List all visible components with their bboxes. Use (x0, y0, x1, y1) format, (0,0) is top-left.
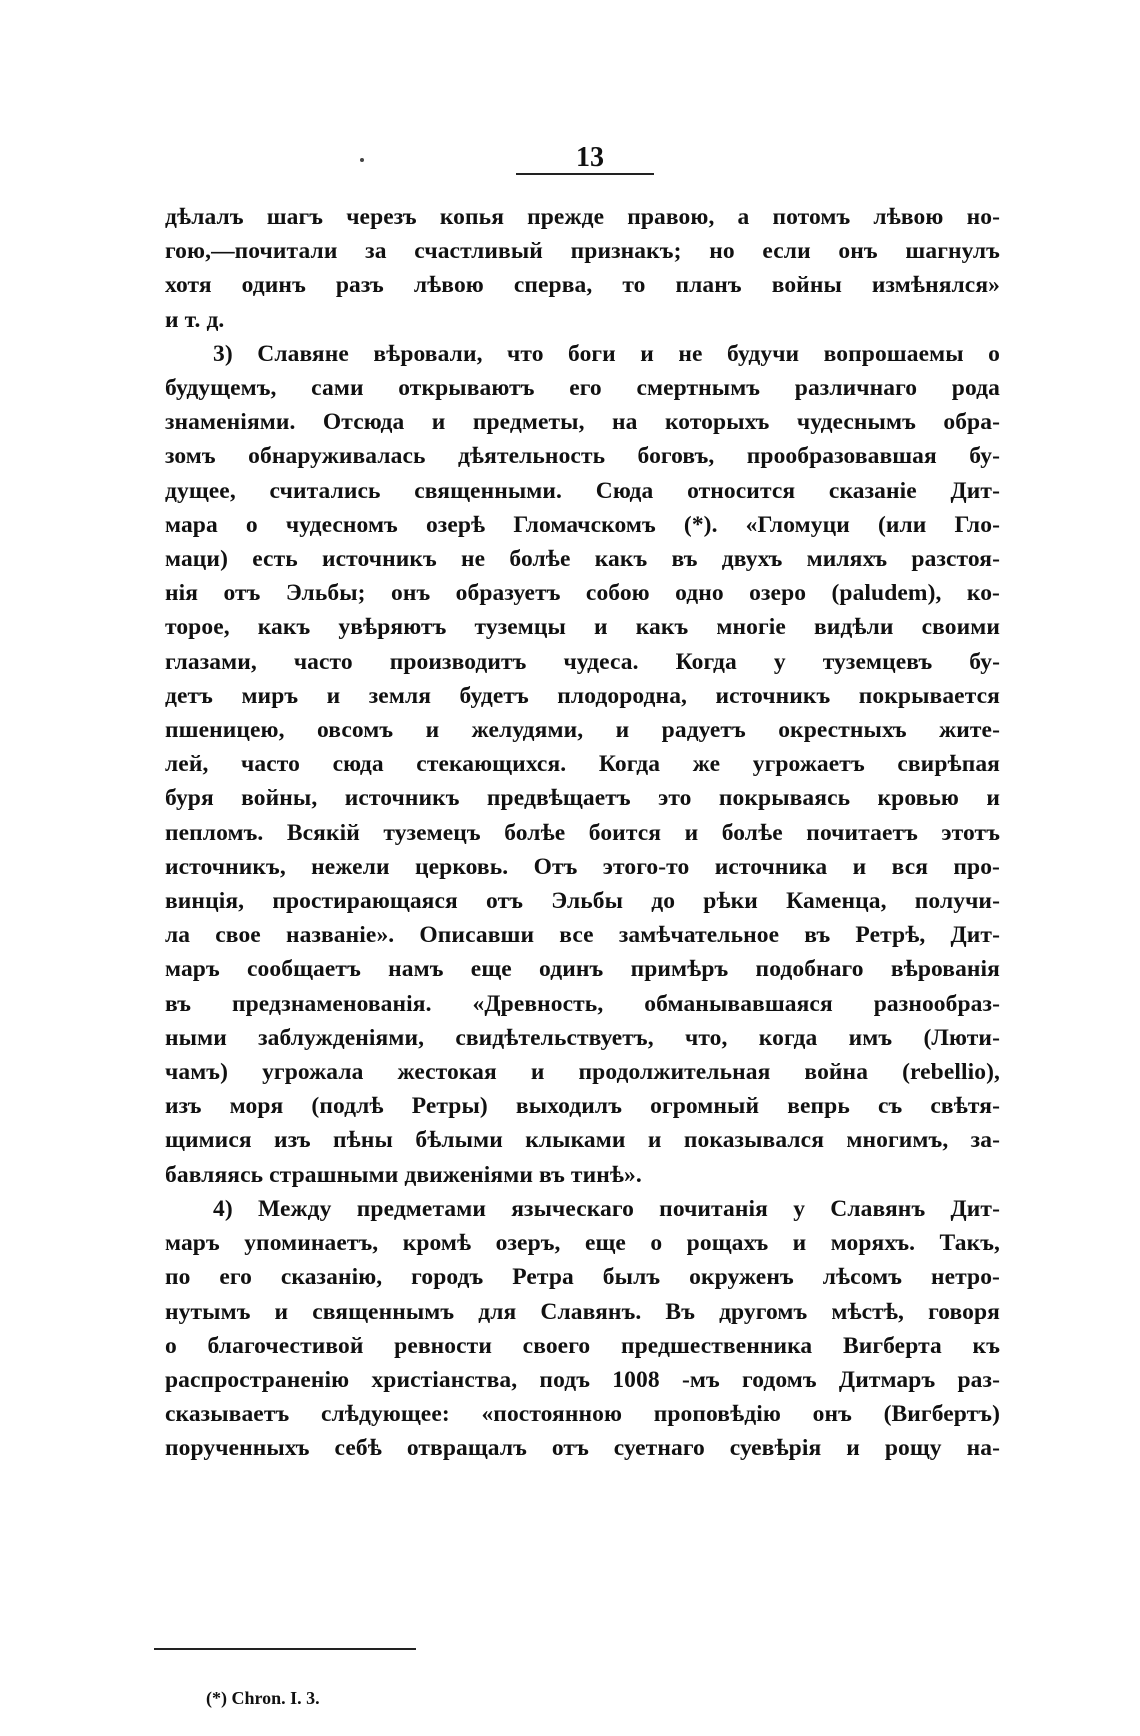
text-line: сказываетъ слѣдующее: «постоянною проповѣдію онъ (Вигбертъ) (165, 1401, 1000, 1428)
text-line: дущее, считались священными. Сюда относится сказаніе Дит- (165, 477, 1000, 504)
text-line: источникъ, нежели церковь. Отъ этого-то источника и вся про- (165, 853, 1000, 880)
text-line: ными заблужденіями, свидѣтельствуетъ, что, когда имъ (Люти- (165, 1024, 1000, 1051)
text-line: зомъ обнаруживалась дѣятельность боговъ, прообразовавшая бу- (165, 443, 1000, 470)
text-line: нутымъ и священнымъ для Славянъ. Въ другомъ мѣстѣ, говоря (165, 1298, 1000, 1325)
text-line: щимися изъ пѣны бѣлыми клыками и показывался многимъ, за- (165, 1127, 1000, 1154)
text-line: порученныхъ себѣ отвращалъ отъ суетнаго суевѣрія и рощу на- (165, 1435, 1000, 1462)
header-rule (516, 173, 654, 175)
text-line: торое, какъ увѣряютъ туземцы и какъ многіе видѣли своими (165, 614, 1000, 641)
text-line: пшеницею, овсомъ и желудями, и радуетъ окрестныхъ жите- (165, 717, 1000, 744)
text-line: 4) Между предметами языческаго почитанія у Славянъ Дит- (213, 1195, 1000, 1222)
footnote-rule (154, 1648, 416, 1650)
text-line: глазами, часто производитъ чудеса. Когда у туземцевъ бу- (165, 648, 1000, 675)
text-line: бавляясь страшными движеніями въ тинѣ». (165, 1161, 642, 1188)
text-line: маци) есть источникъ не болѣе какъ въ двухъ миляхъ разстоя- (165, 546, 1000, 573)
text-line: о благочестивой ревности своего предшественника Вигберта къ (165, 1332, 1000, 1359)
text-line: по его сказанію, городъ Ретра былъ окруженъ лѣсомъ нетро- (165, 1264, 1000, 1291)
text-line: пепломъ. Всякій туземецъ болѣе боится и болѣе почитаетъ этотъ (165, 819, 1000, 846)
page-number: 13 (576, 142, 604, 173)
text-line: мара о чудесномъ озерѣ Гломачскомъ (*). «Гломуци (или Гло- (165, 511, 1000, 538)
body-text (165, 200, 1000, 1466)
text-line: чамъ) угрожала жестокая и продолжительная война (rebellio), (165, 1059, 1000, 1086)
text-line: знаменіями. Отсюда и предметы, на которыхъ чудеснымъ обра- (165, 409, 1000, 436)
text-line: нія отъ Эльбы; онъ образуетъ собою одно озеро (paludem), ко- (165, 580, 1000, 607)
text-line: дѣлалъ шагъ черезъ копья прежде правою, а потомъ лѣвою но- (165, 204, 1000, 230)
text-line: маръ сообщаетъ намъ еще одинъ примѣръ подобнаго вѣрованія (165, 956, 1000, 983)
text-line: ла свое названіе». Описавши все замѣчательное въ Ретрѣ, Дит- (165, 922, 1000, 949)
text-line: будущемъ, сами открываютъ его смертнымъ различнаго рода (165, 375, 1000, 402)
text-line: детъ миръ и земля будетъ плодородна, источникъ покрывается (165, 682, 1000, 709)
text-line: маръ упоминаетъ, кромѣ озеръ, еще о рощахъ и моряхъ. Такъ, (165, 1230, 1000, 1257)
text-line: изъ моря (подлѣ Ретры) выходилъ огромный вепрь съ свѣтя- (165, 1093, 1000, 1120)
text-line: и т. д. (165, 306, 225, 333)
text-line: въ предзнаменованія. «Древность, обманывавшаяся разнообраз- (165, 990, 1000, 1017)
text-line: лей, часто сюда стекающихся. Когда же угрожаетъ свирѣпая (165, 751, 1000, 778)
footnote: (*) Chron. I. 3. (206, 1688, 320, 1708)
text-line: 3) Славяне вѣровали, что боги и не будучи вопрошаемы о (213, 340, 1000, 367)
text-line: хотя одинъ разъ лѣвою сперва, то планъ войны измѣнялся» (165, 272, 1000, 299)
text-line: буря войны, источникъ предвѣщаетъ это покрываясь кровью и (165, 785, 1000, 812)
speck-mark (360, 158, 364, 162)
text-line: гою,—почитали за счастливый признакъ; но если онъ шагнулъ (165, 238, 1000, 265)
text-line: распространенію христіанства, подъ 1008 -мъ годомъ Дитмаръ раз- (165, 1366, 1000, 1393)
text-line: винція, простирающаяся отъ Эльбы до рѣки Каменца, получи- (165, 888, 1000, 915)
